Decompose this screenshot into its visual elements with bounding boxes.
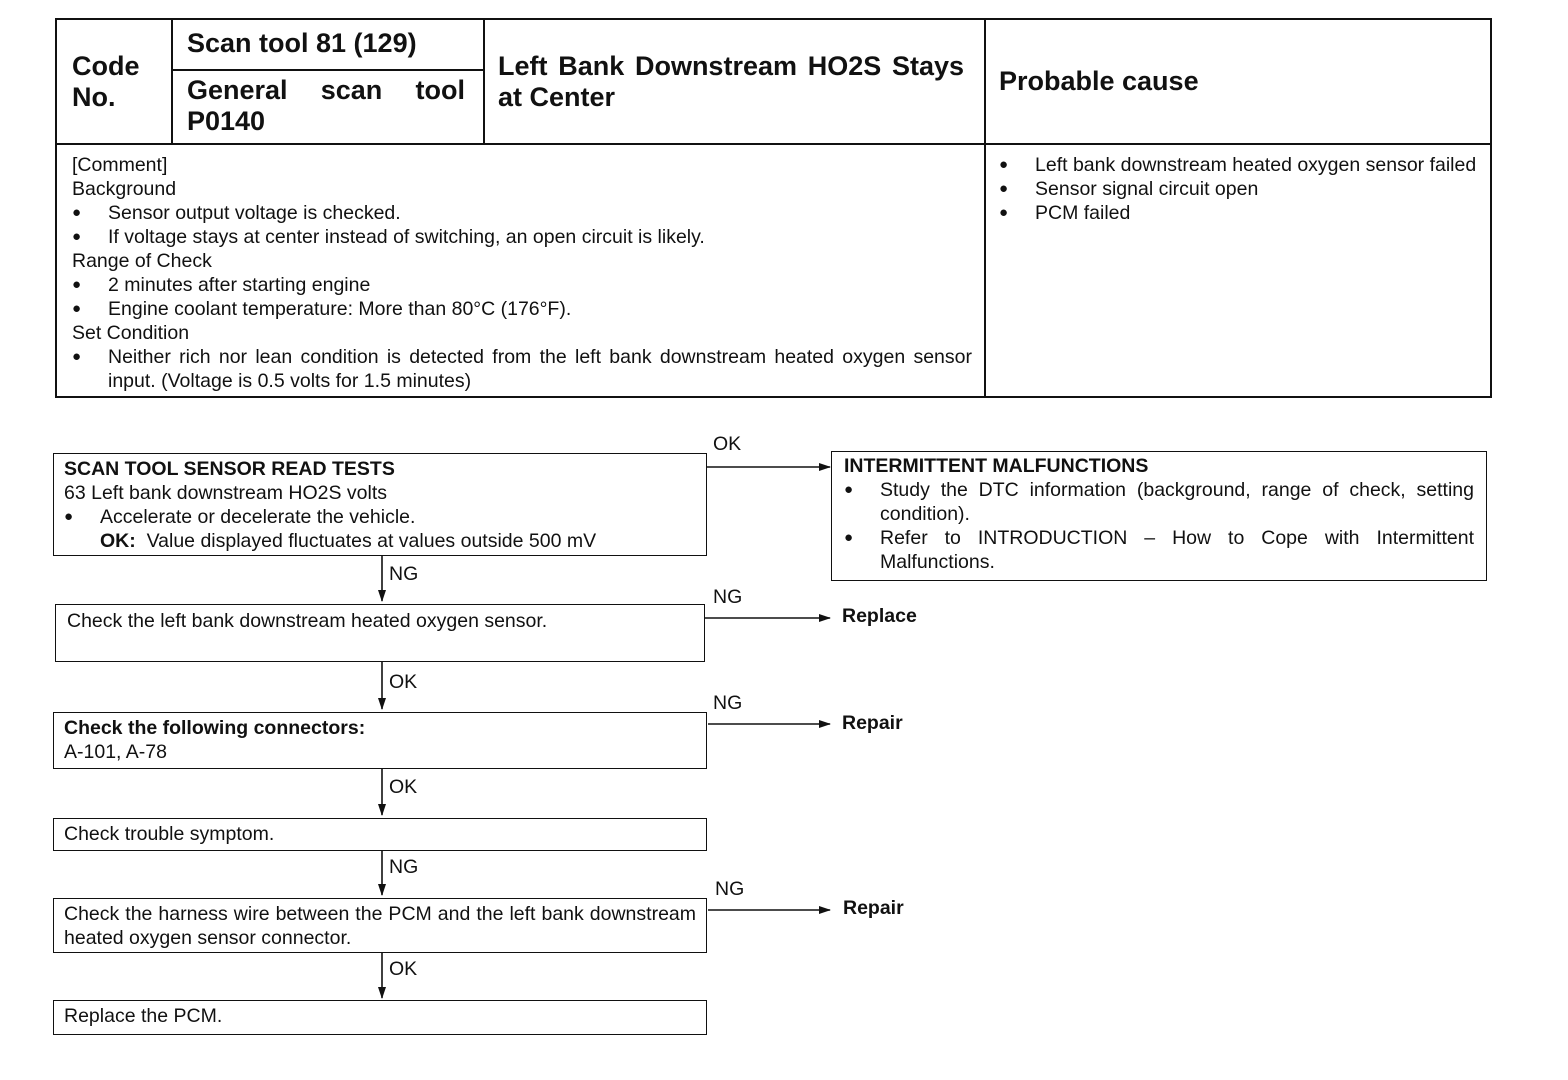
background-heading: Background [72, 178, 177, 200]
intermittent-box [831, 451, 1487, 581]
ok-label: OK [713, 433, 742, 455]
step-title: SCAN TOOL SENSOR READ TESTS [64, 458, 395, 480]
range-heading: Range of Check [72, 250, 212, 272]
step-text: Check the left bank downstream heated oxygen sensor. [67, 610, 548, 632]
scan-tool-test-box [53, 453, 707, 556]
ng-label: NG [389, 563, 419, 585]
list-item: ● Sensor signal circuit open [999, 177, 1479, 201]
step-text: A-101, A-78 [64, 741, 167, 763]
step-text: Check the harness wire between the PCM and the left bank downstream heated oxygen sensor connector. [64, 903, 696, 949]
replace-action: Replace [842, 605, 917, 627]
ok-criteria [64, 529, 696, 553]
check-sensor-box [55, 604, 705, 662]
ng-label: NG [389, 856, 419, 878]
ok-label: OK [389, 958, 418, 980]
check-symptom-box [53, 818, 707, 851]
ng-label: NG [713, 586, 743, 608]
comment-label: [Comment] [72, 154, 168, 176]
general-scan-tool-code: General scan tool P0140 [187, 75, 465, 136]
probable-cause-heading: Probable cause [999, 66, 1199, 96]
step-title: Check the following connectors: [64, 717, 366, 739]
step-text: Replace the PCM. [64, 1005, 223, 1027]
check-harness-box [53, 898, 707, 953]
list-item: ● Left bank downstream heated oxygen sensor failed [999, 153, 1479, 177]
check-connectors-box [53, 712, 707, 769]
step-text: Check trouble symptom. [64, 823, 275, 845]
dtc-title: Left Bank Downstream HO2S Stays at Center [498, 51, 964, 112]
code-no-heading: Code No. [72, 51, 140, 112]
step-line: 63 Left bank downstream HO2S volts [64, 482, 387, 504]
list-item: ● Neither rich nor lean condition is detected from the left bank downstream heated oxygen sensor input. (Voltage is 0.5 volts for 1.5 minutes) [72, 345, 972, 393]
ng-label: NG [715, 878, 745, 900]
ng-label: NG [713, 692, 743, 714]
set-condition-heading: Set Condition [72, 322, 190, 344]
list-item: ● Study the DTC information (background, range of check, setting condition). [844, 478, 1474, 526]
step-title: INTERMITTENT MALFUNCTIONS [844, 455, 1149, 477]
list-item: ● Engine coolant temperature: More than 80°C (176°F). [72, 297, 972, 321]
repair-action: Repair [842, 712, 903, 734]
list-item: ● 2 minutes after starting engine [72, 273, 972, 297]
list-item: ● Accelerate or decelerate the vehicle. [64, 505, 696, 529]
repair-action: Repair [843, 897, 904, 919]
list-item: ● PCM failed [999, 201, 1479, 225]
ok-text: Value displayed fluctuates at values outside 500 mV [146, 530, 597, 552]
replace-pcm-box [53, 1000, 707, 1035]
ok-label: OK [389, 671, 418, 693]
list-item: ● Sensor output voltage is checked. [72, 201, 972, 225]
scan-tool-code: Scan tool 81 (129) [187, 28, 417, 58]
list-item: ● If voltage stays at center instead of switching, an open circuit is likely. [72, 225, 972, 249]
ok-label: OK [389, 776, 418, 798]
list-item: ● Refer to INTRODUCTION – How to Cope with Intermittent Malfunctions. [844, 526, 1474, 574]
ok-label: OK: [100, 530, 136, 552]
